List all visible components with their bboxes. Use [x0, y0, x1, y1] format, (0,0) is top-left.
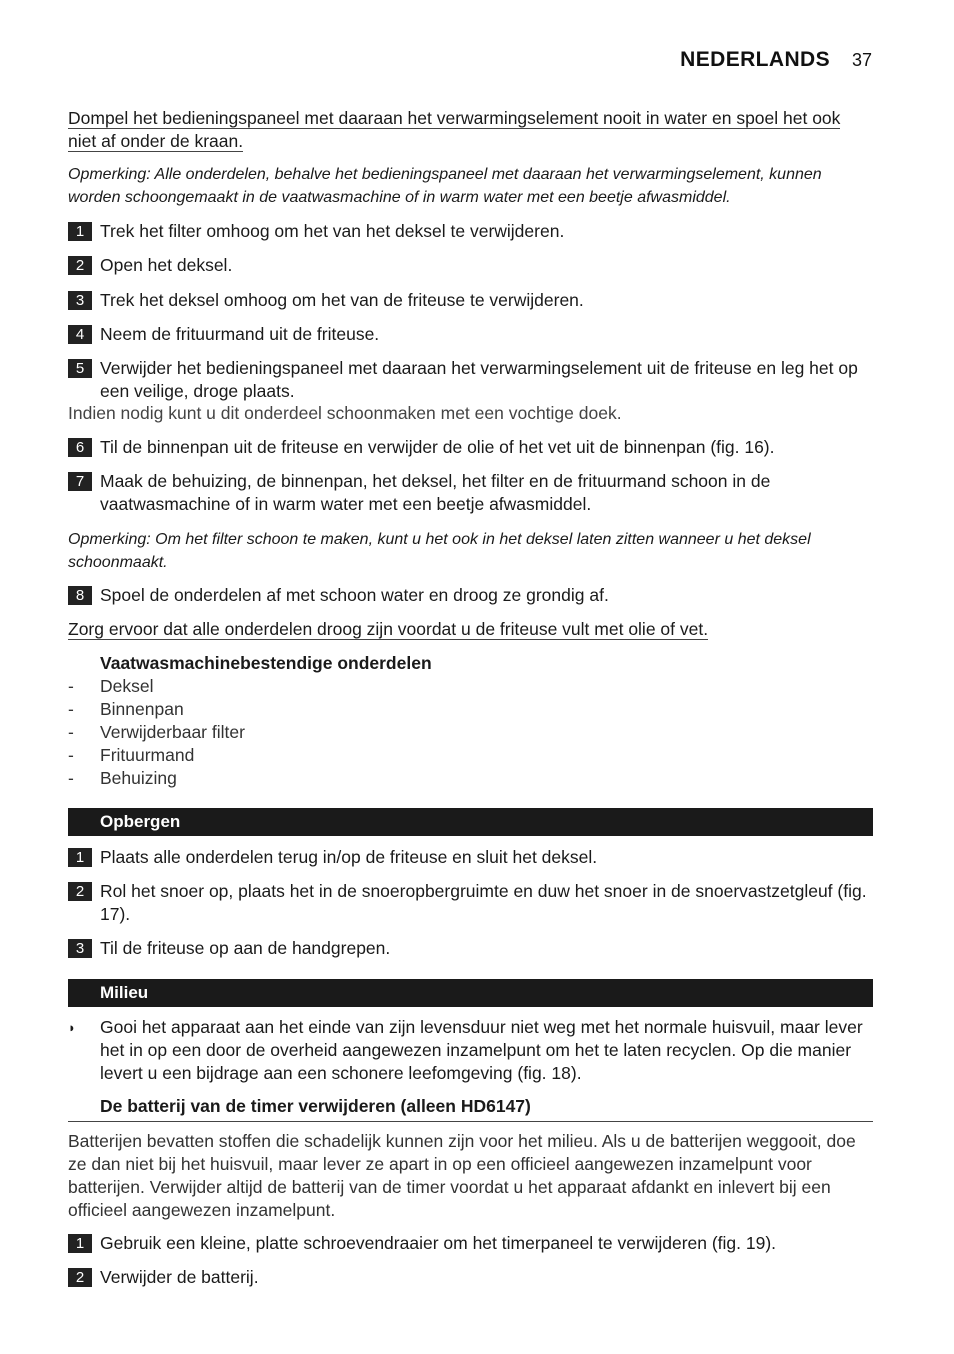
list-dash: -	[68, 745, 74, 765]
step-text: Neem de frituurmand uit de friteuse.	[100, 324, 380, 344]
step-item	[68, 846, 878, 869]
step-item	[68, 937, 878, 960]
step-text: Open het deksel.	[100, 255, 233, 275]
step-item	[68, 470, 878, 516]
step-text: Til de friteuse op aan de handgrepen.	[100, 938, 391, 958]
intro-text: Batterijen bevatten stoffen die schadelijk kunnen zijn voor het milieu. Als u de batterijen weggooit, doe ze dan niet bij het huisvuil, maar lever ze apart in op een officieel aangewezen inzamelpunt voor batterijen. Verwijder altijd de batterij van de timer voordat u het apparaat afdankt en inlevert bij een officieel aangewezen inzamelpunt.	[68, 1131, 856, 1220]
section-title: Opbergen	[100, 812, 181, 831]
step-item	[68, 436, 878, 459]
step-text: Til de binnenpan uit de friteuse en verwijder de olie of het vet uit de binnenpan (fig. 16).	[100, 437, 775, 457]
warning-text-content: Dompel het bedieningspaneel met daaraan het verwarmingselement nooit in water en spoel het ook niet af onder de kraan.	[68, 108, 841, 151]
step-number: 4	[68, 325, 92, 344]
step-text: Verwijder het bedieningspaneel met daaraan het verwarmingselement uit de friteuse en leg het op een veilige, droge plaats.	[100, 358, 858, 401]
section-header-bar	[68, 808, 873, 836]
step-item	[68, 1232, 878, 1255]
list-item	[68, 721, 245, 744]
section-header-bar	[68, 979, 873, 1007]
step-item	[68, 880, 878, 926]
bullet-marker-icon: ◗	[68, 1020, 76, 1035]
step-text: Gebruik een kleine, platte schroevendraaier om het timerpaneel te verwijderen (fig. 19).	[100, 1233, 777, 1253]
step-number: 5	[68, 359, 92, 378]
step-number: 8	[68, 586, 92, 605]
step-text: Plaats alle onderdelen terug in/op de friteuse en sluit het deksel.	[100, 847, 598, 867]
step-item	[68, 584, 878, 607]
step-number: 2	[68, 256, 92, 275]
step-item	[68, 289, 878, 312]
step-number: 7	[68, 472, 92, 491]
step-text: Spoel de onderdelen af met schoon water en droog ze grondig af.	[100, 585, 609, 605]
subsection-title: Vaatwasmachinebestendige onderdelen	[100, 653, 432, 673]
subsection-title: De batterij van de timer verwijderen (alleen HD6147)	[100, 1096, 531, 1116]
list-item-text: Deksel	[100, 676, 154, 696]
step-extra-text: Indien nodig kunt u dit onderdeel schoonmaken met een vochtige doek.	[68, 403, 622, 423]
step-item	[68, 254, 878, 277]
list-item-text: Behuizing	[100, 768, 177, 788]
step-item	[68, 357, 878, 403]
step-number: 1	[68, 848, 92, 867]
header-language: NEDERLANDS	[680, 48, 830, 71]
step-text: Verwijder de batterij.	[100, 1267, 259, 1287]
section-title: Milieu	[100, 983, 149, 1002]
list-dash: -	[68, 699, 74, 719]
list-item	[68, 744, 194, 767]
bullet-item	[68, 1016, 878, 1085]
warning-text	[68, 618, 888, 641]
list-item	[68, 675, 154, 698]
note-text: Opmerking: Om het filter schoon te maken, kunt u het ook in het deksel laten zitten wanneer u het deksel schoonmaakt.	[68, 531, 811, 571]
step-text: Trek het filter omhoog om het van het deksel te verwijderen.	[100, 221, 565, 241]
list-item-text: Verwijderbaar filter	[100, 722, 245, 742]
list-item	[68, 698, 184, 721]
list-item-text: Binnenpan	[100, 699, 184, 719]
list-dash: -	[68, 722, 74, 742]
warning-text-content: Zorg ervoor dat alle onderdelen droog zijn voordat u de friteuse vult met olie of vet.	[68, 619, 709, 639]
step-number: 2	[68, 882, 92, 901]
note-text: Opmerking: Alle onderdelen, behalve het bedieningspaneel met daaraan het verwarmingselement, kunnen worden schoongemaakt in de vaatwasmachine of in warm water met een beetje afwasmiddel.	[68, 166, 822, 206]
list-item-text: Frituurmand	[100, 745, 195, 765]
step-text: Trek het deksel omhoog om het van de friteuse te verwijderen.	[100, 290, 584, 310]
step-number: 3	[68, 291, 92, 310]
step-number: 1	[68, 222, 92, 241]
step-text: Maak de behuizing, de binnenpan, het deksel, het filter en de frituurmand schoon in de vaatwasmachine of in warm water met een beetje afwasmiddel.	[100, 471, 771, 514]
step-item	[68, 1266, 878, 1289]
step-number: 6	[68, 438, 92, 457]
step-item	[68, 323, 878, 346]
list-dash: -	[68, 768, 74, 788]
step-item	[68, 220, 878, 243]
step-number: 1	[68, 1234, 92, 1253]
list-item	[68, 767, 177, 790]
subsection-header	[68, 1094, 873, 1122]
page-number: 37	[851, 50, 872, 70]
step-number: 3	[68, 939, 92, 958]
step-text: Rol het snoer op, plaats het in de snoeropbergruimte en duw het snoer in de snoervastzetgleuf (fig. 17).	[100, 881, 867, 924]
list-dash: -	[68, 676, 74, 696]
step-number: 2	[68, 1268, 92, 1287]
warning-text	[68, 107, 868, 153]
bullet-text: Gooi het apparaat aan het einde van zijn levensduur niet weg met het normale huisvuil, maar lever het in op een door de overheid aangewezen inzamelpunt om het te laten recyclen. Op die manier levert u een bijdrage aan een schonere leefomgeving (fig. 18).	[100, 1017, 863, 1083]
